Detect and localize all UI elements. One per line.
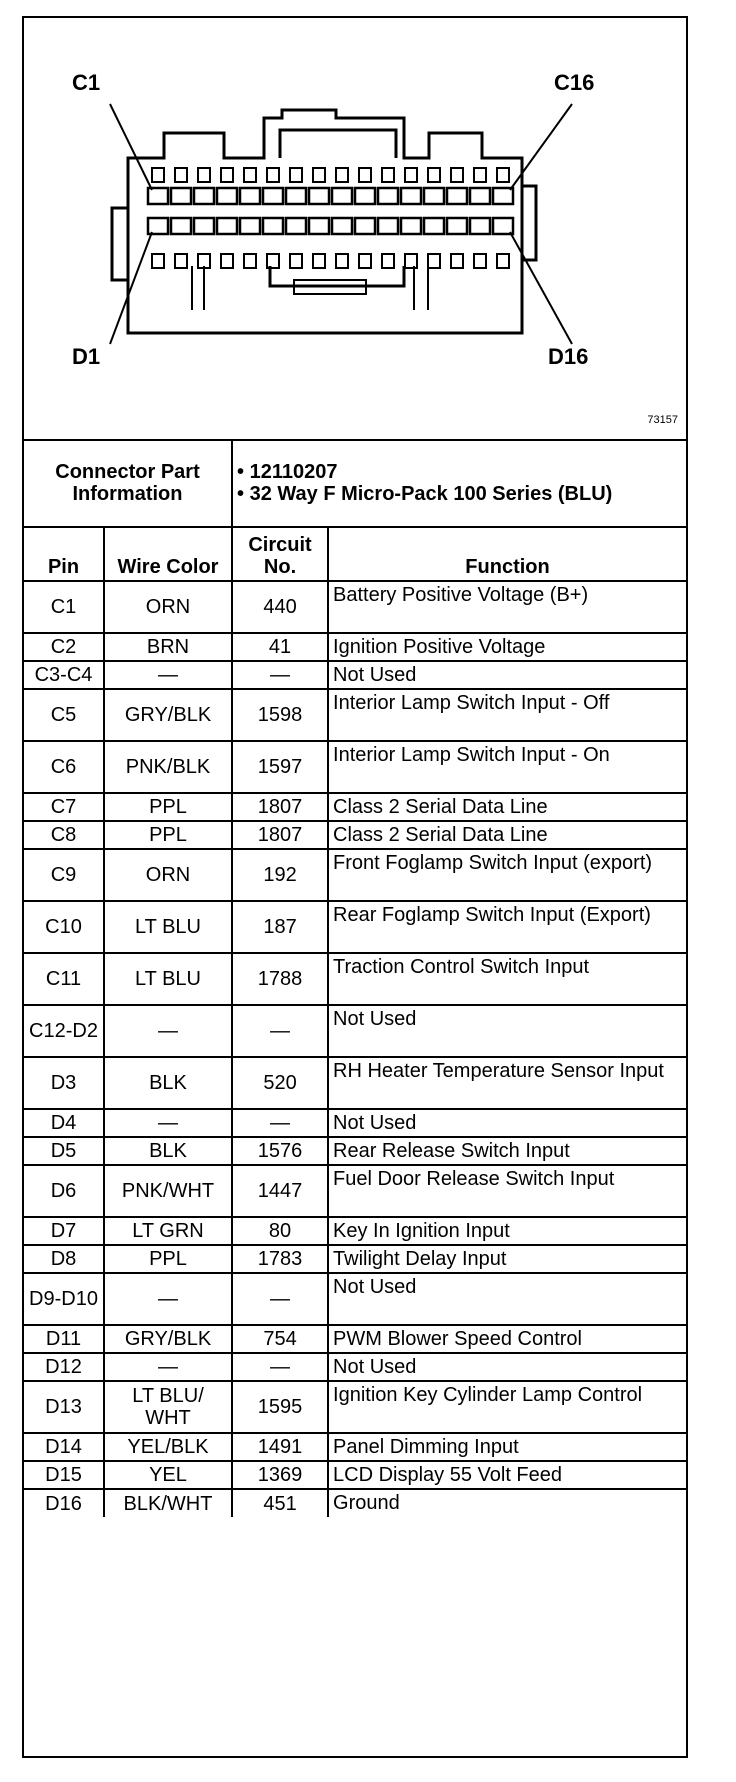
function-cell: RH Heater Temperature Sensor Input (328, 1057, 686, 1109)
pin-latch-slot (267, 168, 279, 182)
circuit-cell: 41 (232, 633, 328, 661)
pin-cavity (194, 188, 214, 204)
pin-cavity (286, 218, 306, 234)
pin-cavity (148, 218, 168, 234)
wire-color-cell: BLK (104, 1057, 232, 1109)
wire-color-cell: — (104, 1109, 232, 1137)
pin-cell: D14 (24, 1433, 104, 1461)
wire-color-cell: LT GRN (104, 1217, 232, 1245)
wire-color-cell: LT BLU (104, 901, 232, 953)
pin-cavity (355, 218, 375, 234)
table-row (24, 741, 686, 793)
function-cell: Traction Control Switch Input (328, 953, 686, 1005)
function-cell: Not Used (328, 1109, 686, 1137)
wire-color-cell: ORN (104, 581, 232, 633)
circuit-cell: 440 (232, 581, 328, 633)
table-row (24, 689, 686, 741)
wire-color-cell: BLK (104, 1137, 232, 1165)
pin-cell: D6 (24, 1165, 104, 1217)
pin-cell: D9-D10 (24, 1273, 104, 1325)
connector-part-number: • 12110207 (237, 460, 338, 483)
header-circuit-no: Circuit No. (232, 527, 328, 581)
table-row (24, 661, 686, 689)
pin-cell: D3 (24, 1057, 104, 1109)
table-header-row (24, 527, 686, 581)
pin-cell: C3-C4 (24, 661, 104, 689)
circuit-cell: 187 (232, 901, 328, 953)
function-cell: Battery Positive Voltage (B+) (328, 581, 686, 633)
pin-cell: C10 (24, 901, 104, 953)
pin-latch-slot (451, 168, 463, 182)
circuit-cell: 520 (232, 1057, 328, 1109)
pin-cell: D12 (24, 1353, 104, 1381)
wire-color-cell: LT BLU/ WHT (104, 1381, 232, 1433)
pin-cell: C12-D2 (24, 1005, 104, 1057)
function-cell: Class 2 Serial Data Line (328, 793, 686, 821)
pin-cavity (470, 188, 490, 204)
table-row (24, 1353, 686, 1381)
function-cell: Ignition Positive Voltage (328, 633, 686, 661)
pin-label-c1: C1 (72, 70, 101, 95)
pin-latch-slot (336, 254, 348, 268)
figure-id: 73157 (647, 414, 678, 426)
pin-cavity (148, 188, 168, 204)
pin-latch-slot (267, 254, 279, 268)
pin-latch-slot (428, 168, 440, 182)
pin-cavity (263, 218, 283, 234)
pin-cell: C2 (24, 633, 104, 661)
circuit-cell: 754 (232, 1325, 328, 1353)
connector-sheet (22, 16, 688, 1758)
wire-color-cell: LT BLU (104, 953, 232, 1005)
wire-color-cell: YEL (104, 1461, 232, 1489)
pin-cell: D7 (24, 1217, 104, 1245)
circuit-cell: 451 (232, 1489, 328, 1517)
pin-latch-slot (152, 254, 164, 268)
table-row (24, 1325, 686, 1353)
circuit-cell: 1783 (232, 1245, 328, 1273)
pin-latch-slot (474, 168, 486, 182)
circuit-cell: 192 (232, 849, 328, 901)
pin-label-d1: D1 (72, 344, 101, 369)
function-cell: Class 2 Serial Data Line (328, 821, 686, 849)
pin-cavity (309, 188, 329, 204)
pinout-table (24, 439, 686, 1517)
wire-color-cell: — (104, 1353, 232, 1381)
pin-cell: C8 (24, 821, 104, 849)
pin-cavity (332, 218, 352, 234)
circuit-cell: 1447 (232, 1165, 328, 1217)
pin-cell: D8 (24, 1245, 104, 1273)
pin-latch-slot (244, 254, 256, 268)
function-cell: Ignition Key Cylinder Lamp Control (328, 1381, 686, 1433)
table-row (24, 1165, 686, 1217)
table-row (24, 1489, 686, 1517)
pin-cavity (493, 188, 513, 204)
circuit-cell: 1807 (232, 793, 328, 821)
circuit-cell: 80 (232, 1217, 328, 1245)
function-cell: Not Used (328, 1273, 686, 1325)
circuit-cell: — (232, 1109, 328, 1137)
pin-cavity (401, 188, 421, 204)
circuit-cell: 1491 (232, 1433, 328, 1461)
pin-cavity (355, 188, 375, 204)
pin-cell: D16 (24, 1489, 104, 1517)
pin-cavity (194, 218, 214, 234)
wire-color-cell: PNK/WHT (104, 1165, 232, 1217)
pin-latch-slot (405, 254, 417, 268)
pin-latch-slot (198, 254, 210, 268)
function-cell: LCD Display 55 Volt Feed (328, 1461, 686, 1489)
pin-latch-slot (428, 254, 440, 268)
table-row (24, 1005, 686, 1057)
pin-cell: C1 (24, 581, 104, 633)
pin-cavity (332, 188, 352, 204)
function-cell: Key In Ignition Input (328, 1217, 686, 1245)
table-row (24, 1217, 686, 1245)
pin-label-c16: C16 (554, 70, 595, 95)
connector-description: • 32 Way F Micro-Pack 100 Series (BLU) (237, 482, 613, 505)
circuit-cell: 1369 (232, 1461, 328, 1489)
pin-cavity (263, 188, 283, 204)
table-row (24, 633, 686, 661)
pin-cavity (424, 218, 444, 234)
function-cell: Not Used (328, 1353, 686, 1381)
function-cell: Not Used (328, 661, 686, 689)
wire-color-cell: YEL/BLK (104, 1433, 232, 1461)
pin-latch-slot (474, 254, 486, 268)
pin-cell: C5 (24, 689, 104, 741)
table-row (24, 849, 686, 901)
function-cell: Interior Lamp Switch Input - Off (328, 689, 686, 741)
function-cell: Interior Lamp Switch Input - On (328, 741, 686, 793)
wire-color-cell: PPL (104, 1245, 232, 1273)
table-row (24, 953, 686, 1005)
pin-cell: D15 (24, 1461, 104, 1489)
circuit-cell: 1595 (232, 1381, 328, 1433)
pin-cavity (309, 218, 329, 234)
pin-cavity (171, 188, 191, 204)
pin-latch-slot (497, 254, 509, 268)
pin-latch-slot (382, 254, 394, 268)
pin-cell: C6 (24, 741, 104, 793)
header-pin: Pin (24, 527, 104, 581)
table-row (24, 581, 686, 633)
connector-info-row (24, 439, 686, 527)
circuit-cell: — (232, 1005, 328, 1057)
table-row (24, 1245, 686, 1273)
pin-cavity (217, 218, 237, 234)
connector-diagram (24, 18, 686, 441)
circuit-cell: — (232, 661, 328, 689)
pin-latch-slot (359, 168, 371, 182)
wire-color-cell: PNK/BLK (104, 741, 232, 793)
wire-color-cell: PPL (104, 821, 232, 849)
pin-latch-slot (290, 168, 302, 182)
pin-cavity (493, 218, 513, 234)
header-wire-color: Wire Color (104, 527, 232, 581)
table-row (24, 1137, 686, 1165)
pin-cavity (424, 188, 444, 204)
wire-color-cell: — (104, 661, 232, 689)
circuit-cell: 1598 (232, 689, 328, 741)
function-cell: Panel Dimming Input (328, 1433, 686, 1461)
wire-color-cell: GRY/BLK (104, 1325, 232, 1353)
table-row (24, 1273, 686, 1325)
function-cell: PWM Blower Speed Control (328, 1325, 686, 1353)
pin-latch-slot (451, 254, 463, 268)
header-function: Function (328, 527, 686, 581)
function-cell: Front Foglamp Switch Input (export) (328, 849, 686, 901)
pin-latch-slot (221, 168, 233, 182)
wire-color-cell: PPL (104, 793, 232, 821)
pin-latch-slot (336, 168, 348, 182)
circuit-cell: 1576 (232, 1137, 328, 1165)
function-cell: Ground (328, 1489, 686, 1517)
pin-latch-slot (497, 168, 509, 182)
connector-info-bullets (232, 439, 686, 527)
pin-cell: D4 (24, 1109, 104, 1137)
table-row (24, 1461, 686, 1489)
pin-cavity (378, 188, 398, 204)
pin-cavity (240, 218, 260, 234)
pin-cell: D5 (24, 1137, 104, 1165)
pin-cavity (401, 218, 421, 234)
function-cell: Rear Release Switch Input (328, 1137, 686, 1165)
pin-cell: D11 (24, 1325, 104, 1353)
pin-cavity (217, 188, 237, 204)
pin-latch-slot (175, 168, 187, 182)
table-row (24, 1057, 686, 1109)
table-row (24, 1433, 686, 1461)
pin-cavity (378, 218, 398, 234)
wire-color-cell: — (104, 1273, 232, 1325)
pin-cell: D13 (24, 1381, 104, 1433)
table-row (24, 793, 686, 821)
wire-color-cell: BLK/WHT (104, 1489, 232, 1517)
pin-latch-slot (198, 168, 210, 182)
function-cell: Twilight Delay Input (328, 1245, 686, 1273)
function-cell: Not Used (328, 1005, 686, 1057)
wire-color-cell: ORN (104, 849, 232, 901)
function-cell: Rear Foglamp Switch Input (Export) (328, 901, 686, 953)
pin-latch-slot (290, 254, 302, 268)
connector-info-label: Connector Part Information (24, 439, 232, 527)
table-row (24, 1109, 686, 1137)
wire-color-cell: — (104, 1005, 232, 1057)
function-cell: Fuel Door Release Switch Input (328, 1165, 686, 1217)
pin-latch-slot (152, 168, 164, 182)
pin-latch-slot (244, 168, 256, 182)
wire-color-cell: GRY/BLK (104, 689, 232, 741)
circuit-cell: — (232, 1353, 328, 1381)
pin-latch-slot (175, 254, 187, 268)
pin-latch-slot (313, 168, 325, 182)
table-row (24, 1381, 686, 1433)
pin-cell: C7 (24, 793, 104, 821)
circuit-cell: 1807 (232, 821, 328, 849)
pin-cavity (240, 188, 260, 204)
pin-cavity (470, 218, 490, 234)
pin-cavity (171, 218, 191, 234)
pin-cavity (447, 218, 467, 234)
pin-latch-slot (359, 254, 371, 268)
pin-cavity (447, 188, 467, 204)
wire-color-cell: BRN (104, 633, 232, 661)
table-row (24, 821, 686, 849)
pin-latch-slot (313, 254, 325, 268)
table-row (24, 901, 686, 953)
pin-latch-slot (405, 168, 417, 182)
pin-cell: C11 (24, 953, 104, 1005)
pin-latch-slot (382, 168, 394, 182)
pin-cavity (286, 188, 306, 204)
pin-cell: C9 (24, 849, 104, 901)
pin-label-d16: D16 (548, 344, 589, 369)
circuit-cell: — (232, 1273, 328, 1325)
pin-latch-slot (221, 254, 233, 268)
circuit-cell: 1597 (232, 741, 328, 793)
circuit-cell: 1788 (232, 953, 328, 1005)
